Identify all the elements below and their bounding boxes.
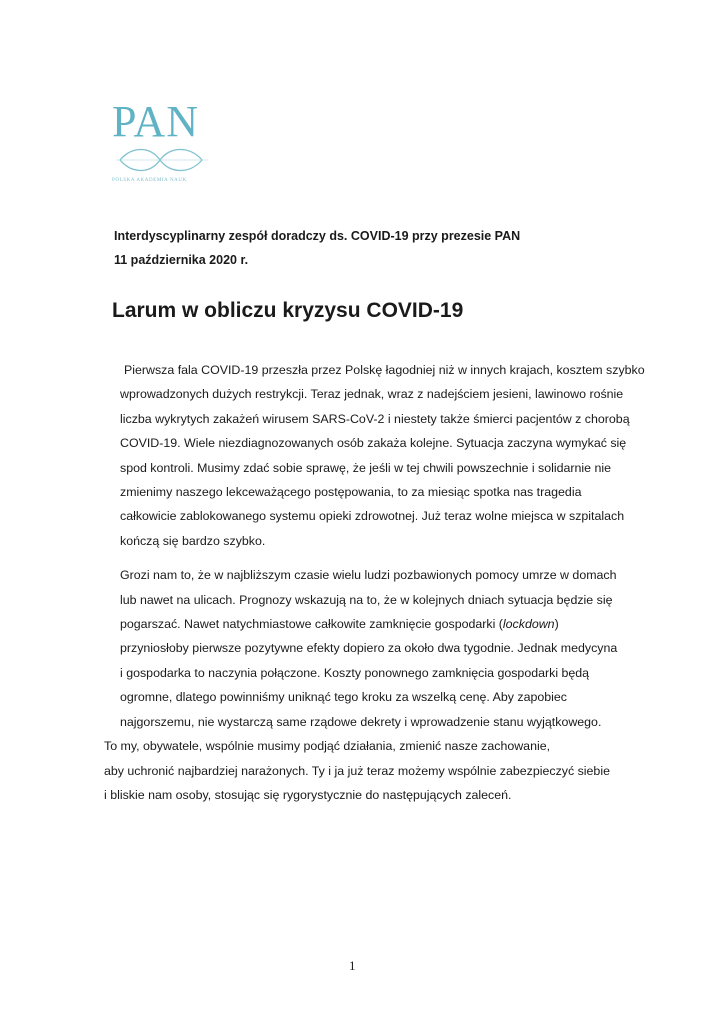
paragraph-line: pogarszać. Nawet natychmiastowe całkowite zamknięcie gospodarki (lockdown) <box>120 617 559 632</box>
paragraph-line: spod kontroli. Musimy zdać sobie sprawę, że jeśli w tej chwili powszechnie i solidarnie nie <box>120 460 612 475</box>
paragraph-line: lub nawet na ulicach. Prognozy wskazują na to, że w kolejnych dniach sytuacja będzie się <box>120 592 613 607</box>
paragraph-line: liczba wykrytych zakażeń wirusem SARS-CoV-2 i niestety także śmierci pacjentów z chorobą <box>120 411 630 426</box>
logo-infinity-icon <box>112 140 212 176</box>
paragraph-line: i bliskie nam osoby, stosując się rygorystycznie do następujących zaleceń. <box>104 787 512 802</box>
document-title: Larum w obliczu kryzysu COVID-19 <box>112 299 464 322</box>
paragraph-1 <box>104 358 645 553</box>
paragraph-line: To my, obywatele, wspólnie musimy podjąć działania, zmienić nasze zachowanie, <box>104 739 551 754</box>
paragraph-line: i gospodarka to naczynia połączone. Koszty ponownego zamknięcia gospodarki będą <box>120 665 590 680</box>
paragraph-line: najgorszemu, nie wystarczą same rządowe dekrety i wprowadzenie stanu wyjątkowego. <box>120 714 602 729</box>
paragraph-line: zmienimy naszego lekceważącego postępowania, to za miesiąc spotka nas tragedia <box>120 485 582 500</box>
paragraph-line: całkowicie zablokowanego systemu opieki zdrowotnej. Już teraz wolne miejsca w szpitalach <box>120 509 625 524</box>
logo-subtext: POLSKA AKADEMIA NAUK <box>112 178 187 183</box>
paragraph-line: wprowadzonych dużych restrykcji. Teraz jednak, wraz z nadejściem jesieni, lawinowo rośnie <box>120 387 624 402</box>
paragraph-line: Grozi nam to, że w najbliższym czasie wielu ludzi pozbawionych pomocy umrze w domach <box>120 568 617 583</box>
paragraph-line: COVID-19. Wiele niezdiagnozowanych osób zakaża kolejne. Sytuacja zaczyna wymykać się <box>120 436 627 451</box>
pan-logo <box>112 97 212 190</box>
page-number: 1 <box>349 958 356 973</box>
paragraph-line: Pierwsza fala COVID-19 przeszła przez Polskę łagodniej niż w innych krajach, kosztem szybko <box>124 363 645 377</box>
document-header <box>114 224 520 272</box>
header-date: 11 października 2020 r. <box>114 253 249 267</box>
lockdown-italic: lockdown <box>502 617 555 632</box>
paragraph-line: kończą się bardzo szybko. <box>120 533 266 548</box>
paragraph-2 <box>104 563 634 807</box>
paragraph-line: ogromne, dlatego powinniśmy uniknąć tego kroku za wszelką cenę. Aby zapobiec <box>120 690 568 705</box>
logo-wordmark: PAN <box>112 97 199 146</box>
paragraph-line: przyniosłoby pierwsze pozytywne efekty dopiero za około dwa tygodnie. Jednak medycyna <box>120 641 618 656</box>
header-org: Interdyscyplinarny zespół doradczy ds. COVID-19 przy prezesie PAN <box>114 229 521 243</box>
paragraph-line: aby uchronić najbardziej narażonych. Ty i ja już teraz możemy wspólnie zabezpieczyć siebie <box>104 763 610 778</box>
document-body <box>104 358 645 817</box>
